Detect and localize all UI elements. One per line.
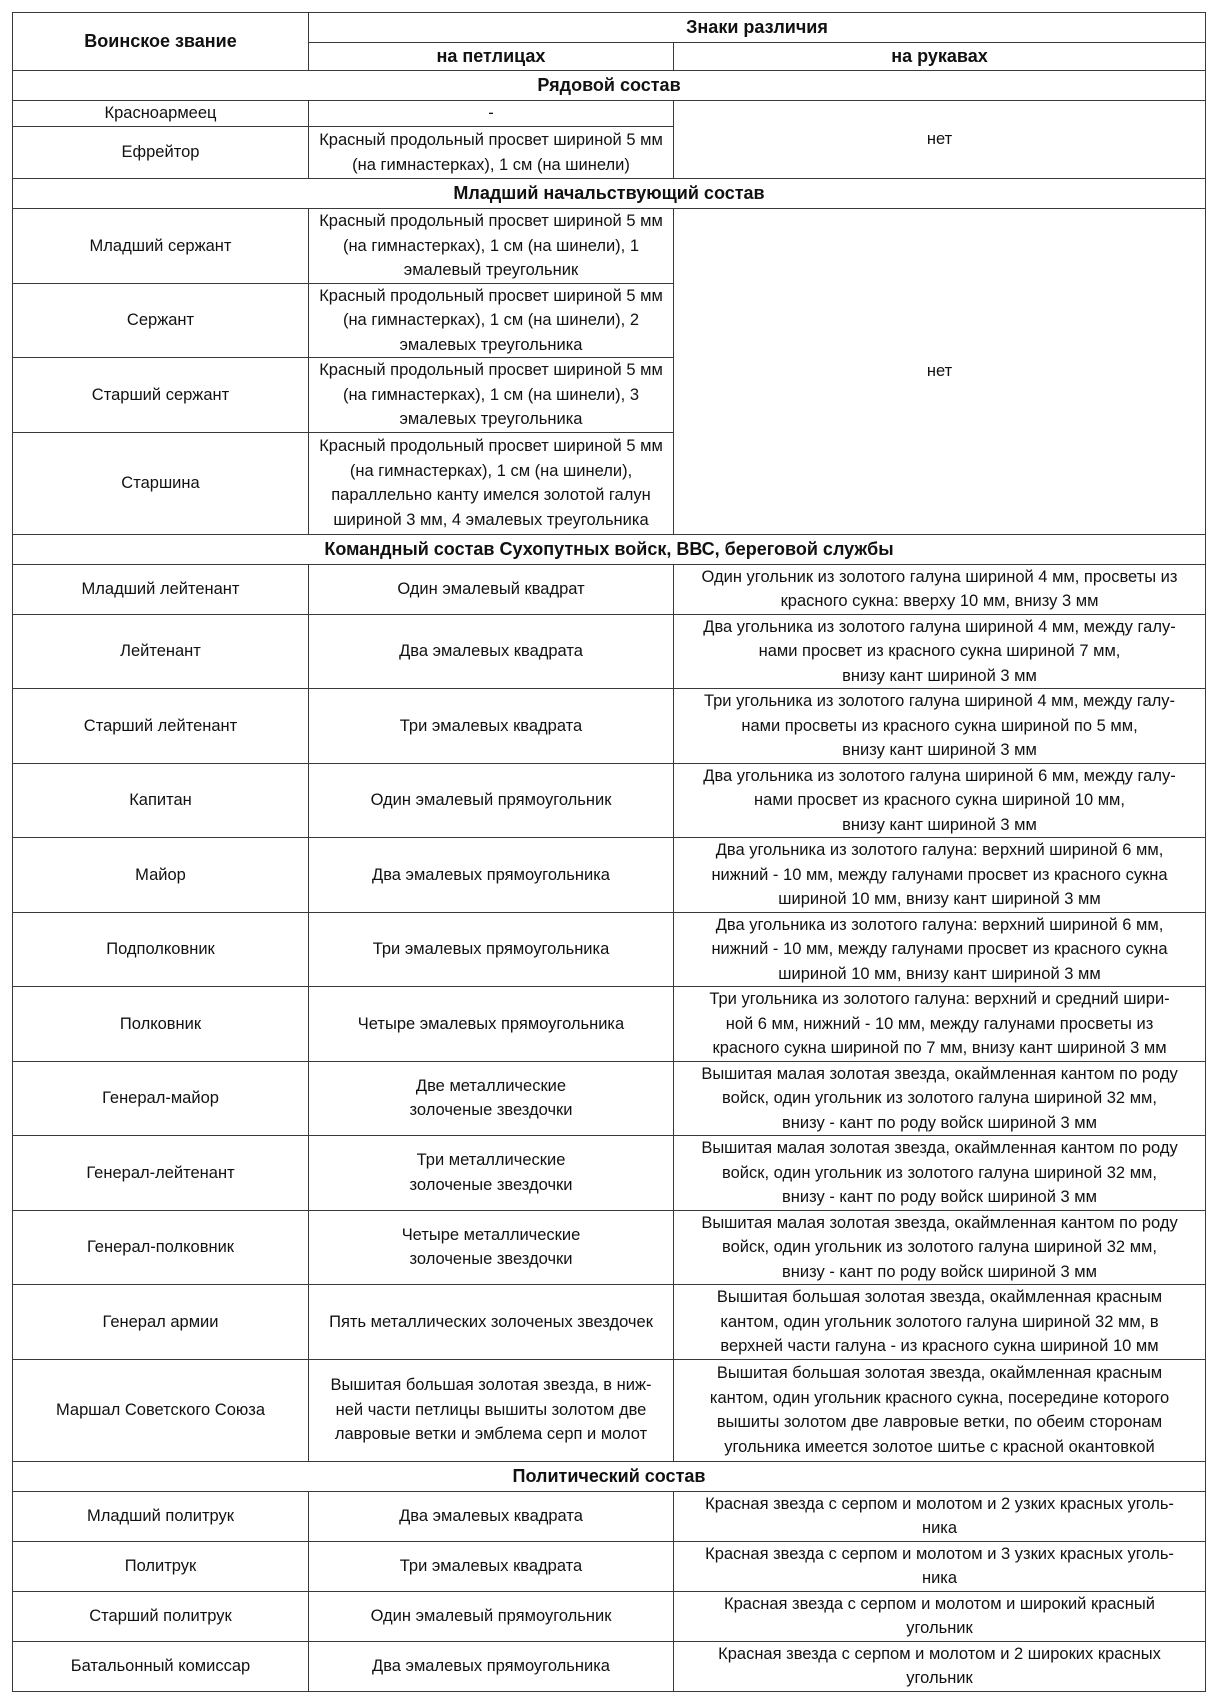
collar-cell: Два эмалевых прямоугольника [309,1641,674,1691]
header-insignia: Знаки различия [309,13,1206,43]
rank-cell: Генерал-полковник [13,1210,309,1285]
collar-cell: Пять металлических золоченых звездочек [309,1285,674,1360]
table-row [13,564,1206,614]
table-row [13,1641,1206,1691]
section-row [13,534,1206,564]
sleeve-cell: Два угольника из золотого галуна: верхний шириной 6 мм, нижний - 10 мм, между галунами просвет из красного сукна шириной 10 мм, внизу кант шириной 3 мм [674,912,1206,987]
rank-cell: Старший политрук [13,1591,309,1641]
rank-cell: Подполковник [13,912,309,987]
sleeve-cell: нет [674,101,1206,179]
rank-cell: Генерал-лейтенант [13,1136,309,1211]
rank-cell: Генерал-майор [13,1061,309,1136]
table-row [13,987,1206,1062]
section-title: Рядовой состав [13,71,1206,101]
header-collar: на петлицах [309,43,674,71]
sleeve-cell: Два угольника из золотого галуна: верхний шириной 6 мм, нижний - 10 мм, между галунами просвет из красного сукна шириной 10 мм, внизу кант шириной 3 мм [674,838,1206,913]
sleeve-cell: нет [674,209,1206,535]
sleeve-cell: Красная звезда с серпом и молотом и 3 узких красных уголь- ника [674,1541,1206,1591]
section-row [13,179,1206,209]
sleeve-cell: Красная звезда с серпом и молотом и широкий красный угольник [674,1591,1206,1641]
sleeve-cell: Вышитая малая золотая звезда, окаймленная кантом по роду войск, один угольник из золотого галуна шириной 32 мм, внизу - кант по роду войск шириной 3 мм [674,1136,1206,1211]
table-row [13,101,1206,127]
collar-cell: Красный продольный просвет шириной 5 мм (на гимнастерках), 1 см (на шинели), 2 эмалевых треугольника [309,283,674,358]
rank-cell: Полковник [13,987,309,1062]
sleeve-cell: Вышитая большая золотая звезда, окаймленная красным кантом, один угольник золотого галуна шириной 32 мм, в верхней части галуна - из красного сукна шириной 10 мм [674,1285,1206,1360]
rank-cell: Лейтенант [13,614,309,689]
collar-cell: Красный продольный просвет шириной 5 мм (на гимнастерках), 1 см (на шинели), 1 эмалевый треугольник [309,209,674,284]
collar-cell: Две металлические золоченые звездочки [309,1061,674,1136]
collar-cell: Красный продольный просвет шириной 5 мм (на гимнастерках), 1 см (на шинели), параллельно канту имелся золотой галун шириной 3 мм, 4 эмалевых треугольника [309,432,674,534]
sleeve-cell: Вышитая малая золотая звезда, окаймленная кантом по роду войск, один угольник из золотого галуна шириной 32 мм, внизу - кант по роду войск шириной 3 мм [674,1210,1206,1285]
collar-cell: Четыре металлические золоченые звездочки [309,1210,674,1285]
rank-cell: Старший лейтенант [13,689,309,764]
section-row [13,1461,1206,1491]
table-row [13,1491,1206,1541]
rank-cell: Сержант [13,283,309,358]
section-title: Младший начальствующий состав [13,179,1206,209]
table-row [13,1285,1206,1360]
table-row [13,1210,1206,1285]
rank-cell: Генерал армии [13,1285,309,1360]
rank-cell: Капитан [13,763,309,838]
table-row [13,1591,1206,1641]
sleeve-cell: Один угольник из золотого галуна шириной 4 мм, просветы из красного сукна: вверху 10 мм, внизу 3 мм [674,564,1206,614]
section-row [13,71,1206,101]
rank-cell: Маршал Советского Союза [13,1359,309,1461]
rank-cell: Старший сержант [13,358,309,433]
collar-cell: Один эмалевый прямоугольник [309,1591,674,1641]
rank-cell: Старшина [13,432,309,534]
collar-cell: Один эмалевый квадрат [309,564,674,614]
sleeve-cell: Вышитая большая золотая звезда, окаймленная красным кантом, один угольник красного сукна, посередине которого вышиты золотом две лавровые ветки, по обеим сторонам угольника имеется золотое шитье с красной окантовкой [674,1359,1206,1461]
rank-cell: Младший лейтенант [13,564,309,614]
table-row [13,912,1206,987]
collar-cell: Три эмалевых прямоугольника [309,912,674,987]
table-row [13,1541,1206,1591]
table-row [13,1136,1206,1211]
rank-cell: Политрук [13,1541,309,1591]
table-row [13,1359,1206,1461]
table-row [13,614,1206,689]
sleeve-cell: Три угольника из золотого галуна: верхний и средний шири- ной 6 мм, нижний - 10 мм, между галунами просветы из красного сукна шириной по 7 мм, внизу кант шириной 3 мм [674,987,1206,1062]
collar-cell: - [309,101,674,127]
collar-cell: Два эмалевых квадрата [309,614,674,689]
collar-cell: Два эмалевых прямоугольника [309,838,674,913]
rank-cell: Майор [13,838,309,913]
sleeve-cell: Два угольника из золотого галуна шириной 4 мм, между галу- нами просвет из красного сукна шириной 7 мм, внизу кант шириной 3 мм [674,614,1206,689]
section-title: Политический состав [13,1461,1206,1491]
table-row [13,838,1206,913]
header-row-1 [13,13,1206,43]
table-row [13,1061,1206,1136]
header-rank: Воинское звание [13,13,309,71]
sleeve-cell: Два угольника из золотого галуна шириной 6 мм, между галу- нами просвет из красного сукна шириной 10 мм, внизу кант шириной 3 мм [674,763,1206,838]
collar-cell: Три металлические золоченые звездочки [309,1136,674,1211]
collar-cell: Два эмалевых квадрата [309,1491,674,1541]
collar-cell: Один эмалевый прямоугольник [309,763,674,838]
sleeve-cell: Вышитая малая золотая звезда, окаймленная кантом по роду войск, один угольник из золотого галуна шириной 32 мм, внизу - кант по роду войск шириной 3 мм [674,1061,1206,1136]
table-row [13,689,1206,764]
rank-cell: Младший сержант [13,209,309,284]
insignia-table [12,12,1206,1692]
collar-cell: Красный продольный просвет шириной 5 мм (на гимнастерках), 1 см (на шинели) [309,127,674,179]
section-title: Командный состав Сухопутных войск, ВВС, береговой службы [13,534,1206,564]
collar-cell: Четыре эмалевых прямоугольника [309,987,674,1062]
rank-cell: Ефрейтор [13,127,309,179]
rank-cell: Младший политрук [13,1491,309,1541]
sleeve-cell: Три угольника из золотого галуна шириной 4 мм, между галу- нами просветы из красного сукна шириной по 5 мм, внизу кант шириной 3 мм [674,689,1206,764]
collar-cell: Три эмалевых квадрата [309,1541,674,1591]
rank-cell: Батальонный комиссар [13,1641,309,1691]
rank-cell: Красноармеец [13,101,309,127]
sleeve-cell: Красная звезда с серпом и молотом и 2 узких красных уголь- ника [674,1491,1206,1541]
sleeve-cell: Красная звезда с серпом и молотом и 2 широких красных угольник [674,1641,1206,1691]
collar-cell: Красный продольный просвет шириной 5 мм (на гимнастерках), 1 см (на шинели), 3 эмалевых треугольника [309,358,674,433]
table-row [13,763,1206,838]
collar-cell: Три эмалевых квадрата [309,689,674,764]
header-sleeve: на рукавах [674,43,1206,71]
table-row [13,209,1206,284]
collar-cell: Вышитая большая золотая звезда, в ниж- ней части петлицы вышиты золотом две лавровые ветки и эмблема серп и молот [309,1359,674,1461]
